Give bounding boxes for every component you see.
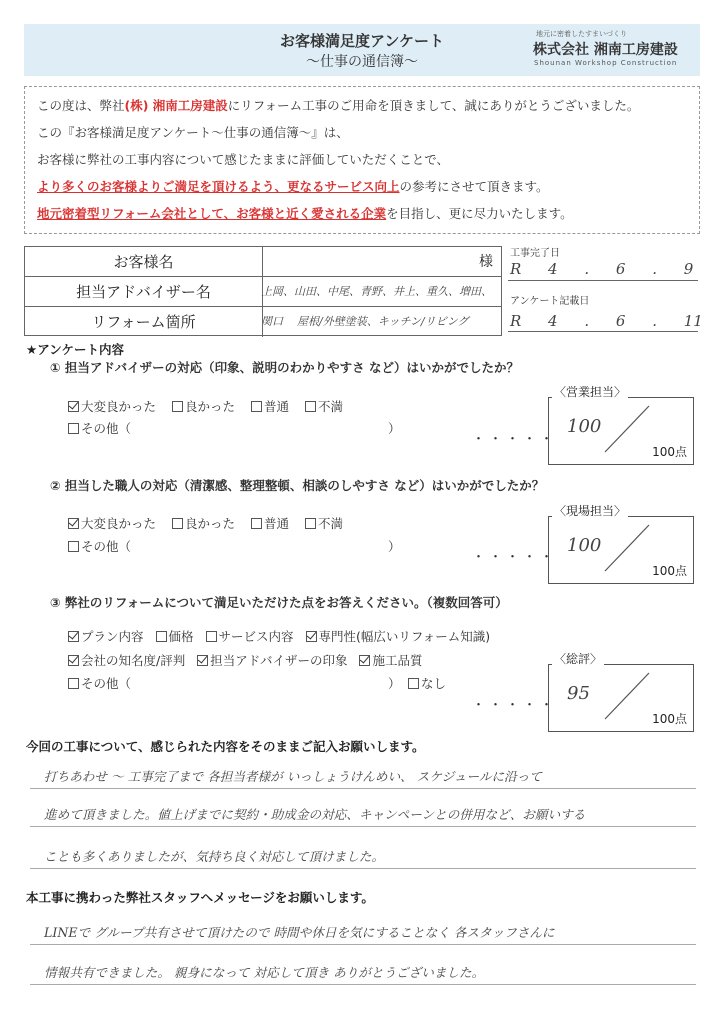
site-score-unit: 100点 [652,564,687,578]
q3-option-service[interactable]: サービス内容 [206,629,294,644]
message-line-1: LINEで グループ共有させて頂けたので 時間や休日を気にすることなく 各スタッフさんに [44,925,555,940]
completion-date-rule [508,280,698,281]
company-english-name: Shounan Workshop Construction [534,59,678,67]
checkbox[interactable] [251,401,262,412]
location-row [25,307,501,337]
customer-suffix: 様 [479,254,493,270]
q3-options-row-1 [68,627,490,645]
checkbox[interactable] [305,518,316,529]
survey-date-label: アンケート記載日 [510,296,590,307]
checkbox[interactable] [408,678,419,689]
q3-option-reputation[interactable]: 会社の知名度/評判 [68,653,185,668]
total-score-value: 95 [567,683,590,704]
sales-score-label: 〈営業担当〉 [554,385,627,399]
q1-option-very-good[interactable]: 大変良かった [68,399,156,414]
q3-option-expertise[interactable]: 専門性(幅広いリフォーム知識) [306,629,491,644]
site-score-box [548,504,694,584]
q2-option-very-good[interactable]: 大変良かった [68,516,156,531]
intro-line-5: 地元密着型リフォーム会社として、お客様と近く愛される企業を目指し、更に尽力いたします。 [37,206,573,221]
advisor-label: 担当アドバイザー名 [25,277,263,307]
q3-options-row-2 [68,651,422,669]
survey-date-value: R 4 . 6 . 11 [510,312,703,330]
checkbox[interactable] [68,541,79,552]
checkbox-checked[interactable] [306,631,317,642]
message-rule-1 [30,944,696,945]
survey-heading: ★アンケート内容 [26,342,124,357]
total-score-unit: 100点 [652,712,687,726]
checkbox-checked[interactable] [68,401,79,412]
q1-option-good[interactable]: 良かった [172,399,235,414]
customer-info-table [24,246,502,336]
question-3: ③ 弊社のリフォームについて満足いただけた点をお答えください。（複数回答可） [50,595,508,610]
completion-date-value: R 4 . 6 . 9 [510,260,694,278]
customer-label: お客様名 [25,247,263,277]
q1-other-close: ） [388,421,401,436]
checkbox[interactable] [172,518,183,529]
q2-dots: ・・・・・ [472,550,558,565]
checkbox-checked[interactable] [359,655,370,666]
q2-other-close: ） [388,539,401,554]
q3-option-none[interactable]: なし [408,674,446,692]
q3-option-price[interactable]: 価格 [156,629,194,644]
checkbox[interactable] [172,401,183,412]
checkbox-checked[interactable] [197,655,208,666]
q3-option-quality[interactable]: 施工品質 [359,653,422,668]
comment-line-1: 打ちあわせ ～ 工事完了まで 各担当者様が いっしょうけんめい、 スケジュールに沿って [44,769,542,784]
q3-option-other[interactable]: その他（ [68,674,131,692]
page-title: お客様満足度アンケート [279,32,445,50]
comment-line-2: 進めて頂きました。値上げまでに契約・助成金の対応、キャンペーンとの併用など、お願いする [44,807,586,822]
checkbox[interactable] [305,401,316,412]
q1-dots: ・・・・・ [472,432,558,447]
site-score-value: 100 [567,535,602,556]
checkbox[interactable] [156,631,167,642]
question-2: ② 担当した職人の対応（清潔感、整理整頓、相談のしやすさ など）はいかがでしたか？ [50,478,545,493]
intro-box [24,86,700,234]
completion-date-label: 工事完了日 [510,248,560,259]
intro-line-1: この度は、弊社(株) 湘南工房建設にリフォーム工事のご用命を頂きまして、誠にありがとうございました。 [37,98,640,113]
intro-line-4: より多くのお客様よりご満足を頂けるよう、更なるサービス向上の参考にさせて頂きます。 [37,179,549,194]
q2-option-good[interactable]: 良かった [172,516,235,531]
message-heading: 本工事に携わった弊社スタッフへメッセージをお願いします。 [26,890,374,905]
company-tagline: 地元に密着したすまいづくり [536,30,627,38]
page-subtitle: ～仕事の通信簿～ [306,54,418,70]
location-value: 屋根/外壁塗装、キッチン/リビング [297,315,469,328]
company-name: 株式会社 湘南工房建設 [533,42,678,58]
q2-option-other[interactable]: その他（ [68,537,131,555]
q2-option-normal[interactable]: 普通 [251,516,289,531]
q2-option-dissatisfied[interactable]: 不満 [305,516,343,531]
message-line-2: 情報共有できました。 親身になって 対応して頂き ありがとうございました。 [44,965,485,980]
sales-score-box [548,385,694,465]
message-rule-2 [30,984,696,985]
q1-option-normal[interactable]: 普通 [251,399,289,414]
comment-rule-2 [30,826,696,827]
intro-line-2: この『お客様満足度アンケート～仕事の通信簿～』は、 [37,125,349,140]
comment-line-3: ことも多くありましたが、気持ち良く対応して頂けました。 [44,849,385,864]
q1-options [68,397,343,415]
q3-dots: ・・・・・ [472,698,558,713]
checkbox[interactable] [251,518,262,529]
q3-option-advisor[interactable]: 担当アドバイザーの印象 [197,653,347,668]
comments-heading: 今回の工事について、感じられた内容をそのままご記入お願いします。 [26,739,425,754]
comment-rule-1 [30,788,696,789]
intro-line-3: お客様に弊社の工事内容について感じたままに評価していただくことで、 [37,152,450,167]
survey-date-rule [508,331,698,332]
q1-option-dissatisfied[interactable]: 不満 [305,399,343,414]
comment-rule-3 [30,868,696,869]
advisor-value: 上岡、山田、中尾、青野、井上、重久、増田、関口 [261,285,492,328]
checkbox-checked[interactable] [68,631,79,642]
question-1: ① 担当アドバイザーの対応（印象、説明のわかりやすさ など）はいかがでしたか？ [50,360,520,375]
checkbox[interactable] [206,631,217,642]
q3-option-plan[interactable]: プラン内容 [68,629,144,644]
total-score-box [548,652,694,732]
location-label: リフォーム箇所 [25,307,263,337]
q1-option-other[interactable]: その他（ [68,419,131,437]
checkbox[interactable] [68,678,79,689]
sales-score-value: 100 [567,416,602,437]
checkbox-checked[interactable] [68,655,79,666]
sales-score-unit: 100点 [652,445,687,459]
checkbox[interactable] [68,423,79,434]
checkbox-checked[interactable] [68,518,79,529]
total-score-label: 〈総評〉 [554,652,603,666]
q2-options [68,514,343,532]
site-score-label: 〈現場担当〉 [554,504,627,518]
q3-other-close: ） [388,676,401,691]
customer-row [25,247,501,277]
